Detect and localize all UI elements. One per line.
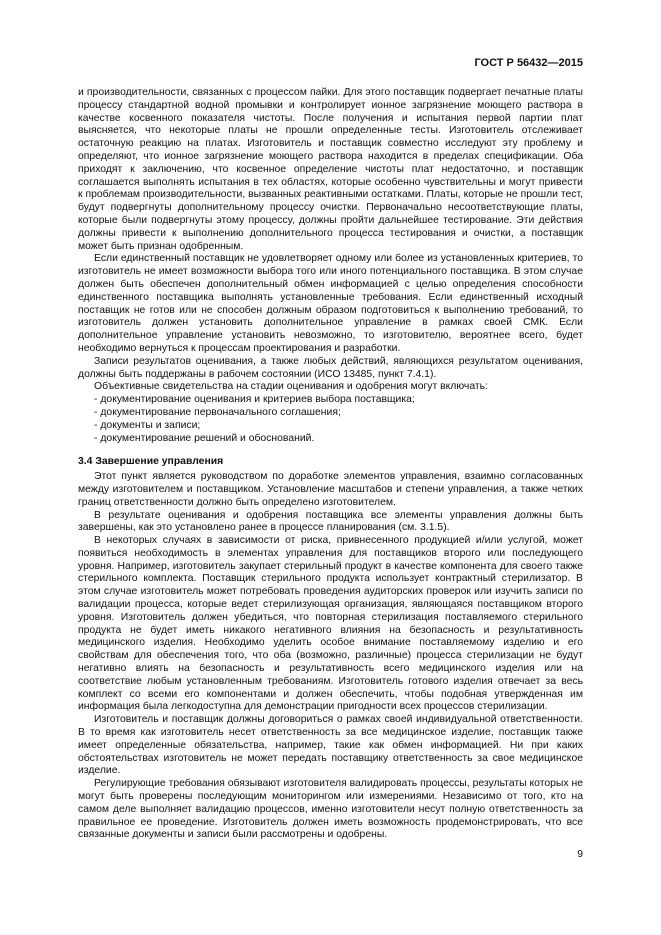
paragraph: В результате оценивания и одобрения поставщика все элементы управления должны быть завершены, как это установлено ранее в процессе планирования (см. 3.1.5). [78, 509, 583, 534]
section-heading: 3.4 Завершение управления [78, 456, 224, 468]
list-item: - документирование оценивания и критериев выбора поставщика; [94, 394, 415, 406]
paragraph: Если единственный поставщик не удовлетворяет одному или более из установленных критериев, то изготовитель не имеет возможности выбора того или иного потенциального поставщика. В этом случае должен быть обеспечен дополнительный обмен информацией с целью определения способности единственного поставщика выполнять установленные требования. Если единственный исходный поставщик не готов или не способен должным образом подготовиться к выполнению требований, то изготовитель должен установить дополнительное управление в рамках своей СМК. Если дополнительное управление установить невозможно, то изготовителю, вероятнее всего, будет необходимо вернуться к процессам проектирования и разработки. [78, 253, 583, 354]
list-item: - документы и записи; [94, 419, 201, 431]
paragraph: Этот пункт является руководством по доработке элементов управления, взаимно согласованных между изготовителем и поставщиком. Установление масштабов и степени управления, а также четких границ ответственности должно быть определено изготовителем. [78, 471, 583, 508]
page-number: 9 [577, 849, 583, 860]
paragraph: Изготовитель и поставщик должны договориться о рамках своей индивидуальной ответственности. В то время как изготовитель несет ответственность за все медицинское изделие, поставщик также имеет определенные обязательства, например, такие как обмен информацией. Ни при каких обстоятельствах изготовитель не может передать поставщику ответственность за свое медицинское изделие. [78, 714, 583, 777]
paragraph: В некоторых случаях в зависимости от риска, привнесенного продукцией и/или услугой, может появиться необходимость в элементах управления для поставщиков второго или последующего уровня. Например, изготовитель закупает стерильный продукт в качестве компонента для своего также стерильного комплекта. Поставщик стерильного продукта использует контрактный стерилизатор. В этом случае изготовитель может потребовать проведения аудиторских проверок или изучить записи по валидации процесса, которые ведет стерилизующая организация, являющаяся поставщиком второго уровня. Изготовитель должен убедиться, что повторная стерилизация поставляемого стерильного продукта не будет иметь никакого негативного влияния на безопасность и результативность медицинского изделия. Необходимо уделить особое внимание поставляемому изделию и его свойствам для обеспечения того, что оба (возможно, различные) процесса стерилизации не будут негативно влиять на безопасность и результативность всего медицинского изделия или на соответствие любым установленным требованиям. Изготовитель готового изделия отвечает за весь комплект со всеми его компонентами и должен обеспечить, чтобы подобная утвержденная им информация была легкодоступна для демонстрации пригодности всех процессов стерилизации. [78, 535, 583, 713]
paragraph: и производительности, связанных с процессом пайки. Для этого поставщик подвергает печатные платы процессу стандартной водной промывки и контролирует ионное загрязнение моющего раствора в качестве косвенного показателя чистоты. После получения и испытания первой партии плат выясняется, что некоторые платы не прошли определенные тесты. Изготовитель отслеживает остаточную реакцию на платах. Изготовитель и поставщик совместно исследуют эту проблему и определяют, что ионное загрязнение моющего раствора находится в пределах спецификации. Оба приходят к заключению, что косвенное определение чистоты плат недостаточно, и поставщик соглашается выполнять испытания в тех областях, которые особенно чувствительны и могут привести к проблемам производительности, вызванных реактивными остатками. Платы, которые не прошли тест, будут подвергнуты дополнительному процессу очистки. Первоначально несоответствующие платы, которые были подвергнуты этому процессу, должны пройти дальнейшее тестирование. Эти действия должны привести к выполнению дополнительного процесса тестирования и очистки, а поставщик может быть признан одобренным. [78, 87, 583, 252]
list-item: - документирование первоначального соглашения; [94, 406, 341, 418]
list-item: - документирование решений и обоснований. [94, 432, 315, 444]
paragraph: Записи результатов оценивания, а также любых действий, являющихся результатом оценивания, должны быть поддержаны в рабочем состоянии (ИСО 13485, пункт 7.4.1). [78, 355, 583, 380]
paragraph: Объективные свидетельства на стадии оценивания и одобрения могут включать: [94, 381, 488, 393]
document-body [78, 87, 583, 842]
paragraph: Регулирующие требования обязывают изготовителя валидировать процессы, результаты которых не могут быть проверены последующим мониторингом или измерениями. Независимо от того, кто на самом деле выполняет валидацию процессов, именно изготовители несут полную ответственность за правильное ее проведение. Изготовитель должен иметь возможность продемонстрировать, что все связанные документы и записи были рассмотрены и одобрены. [78, 778, 583, 841]
document-code: ГОСТ Р 56432—2015 [474, 57, 583, 69]
